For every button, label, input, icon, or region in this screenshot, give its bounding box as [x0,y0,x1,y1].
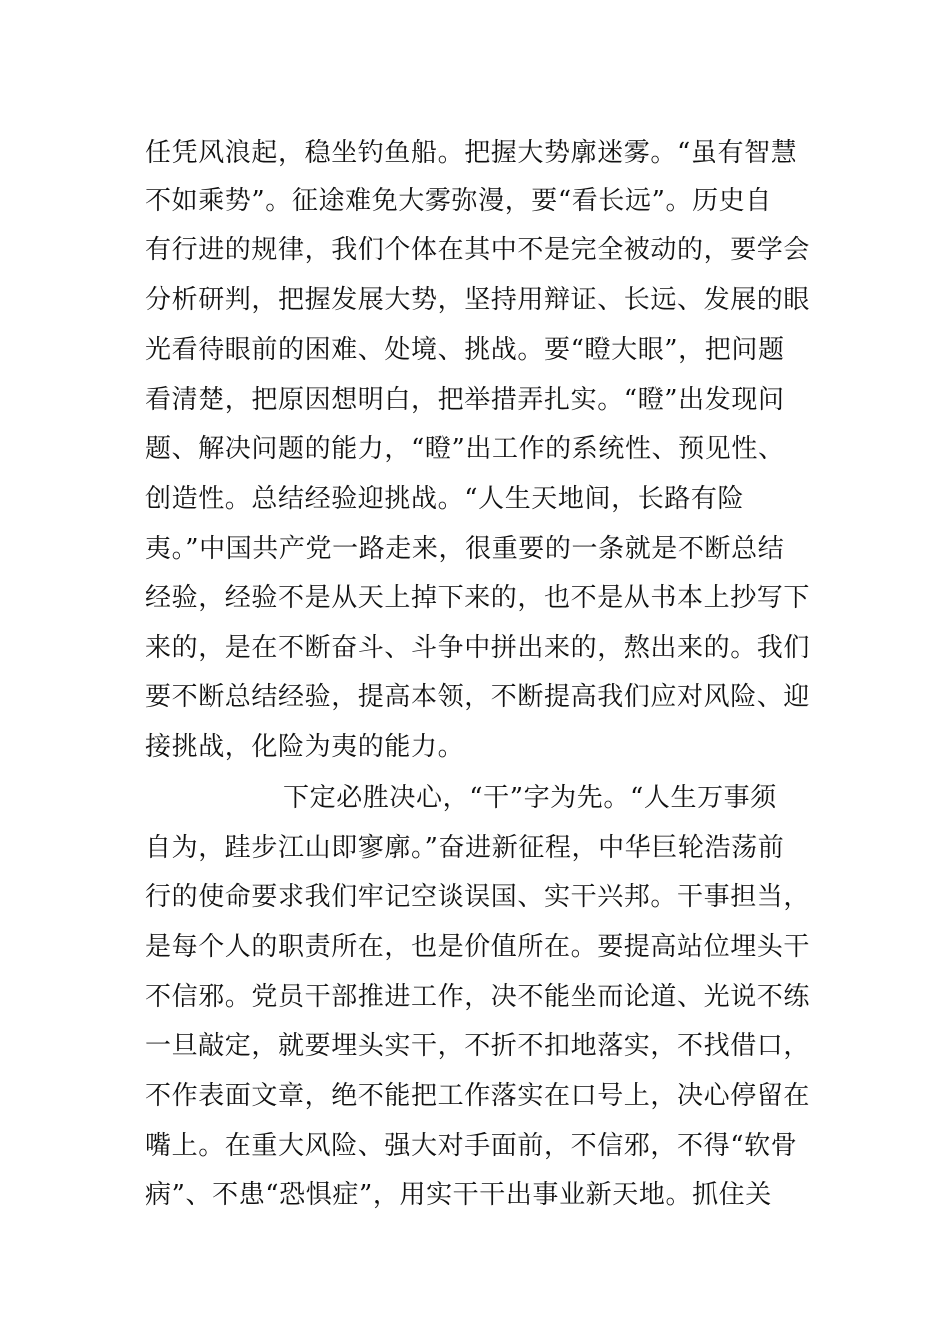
text-line: 病”、不患“恐惧症”，用实干干出事业新天地。抓住关 [145,1180,772,1210]
text-line: 下定必胜决心，“干”字为先。“人生万事须 [283,783,777,813]
text-line: 行的使命要求我们牢记空谈误国、实干兴邦。干事担当， [145,882,810,912]
text-line: 不如乘势”。征途难免大雾弥漫，要“看长远”。历史自 [145,186,772,216]
text-line: 不信邪。党员干部推进工作，决不能坐而论道、光说不练 [145,982,810,1012]
text-line: 一旦敲定，就要埋头实干，不折不扣地落实，不找借口， [145,1031,810,1061]
text-line: 来的，是在不断奋斗、斗争中拼出来的，熬出来的。我们 [145,633,810,663]
text-line: 是每个人的职责所在，也是价值所在。要提高站位埋头干 [145,932,810,962]
text-line: 不作表面文章，绝不能把工作落实在口号上，决心停留在 [145,1081,810,1111]
text-line: 有行进的规律，我们个体在其中不是完全被动的，要学会 [145,235,810,265]
text-line: 创造性。总结经验迎挑战。“人生天地间，长路有险 [145,484,745,514]
text-line: 经验，经验不是从天上掉下来的，也不是从书本上抄写下 [145,583,810,613]
text-line: 要不断总结经验，提高本领，不断提高我们应对风险、迎 [145,682,810,712]
text-line: 任凭风浪起，稳坐钓鱼船。把握大势廓迷雾。“虽有智慧 [145,138,798,168]
text-line: 分析研判，把握发展大势，坚持用辩证、长远、发展的眼 [145,285,810,315]
text-line: 夷。”中国共产党一路走来，很重要的一条就是不断总结 [145,534,785,564]
text-line: 嘴上。在重大风险、强大对手面前，不信邪，不得“软骨 [145,1131,798,1161]
text-line: 题、解决问题的能力，“瞪”出工作的系统性、预见性、 [145,434,785,464]
text-line: 看清楚，把原因想明白，把举措弄扎实。“瞪”出发现问 [145,385,785,415]
text-line: 自为，跬步江山即寥廓。”奋进新征程，中华巨轮浩荡前 [145,833,785,863]
text-line: 光看待眼前的困难、处境、挑战。要“瞪大眼”，把问题 [145,335,785,365]
text-line: 接挑战，化险为夷的能力。 [145,732,465,762]
